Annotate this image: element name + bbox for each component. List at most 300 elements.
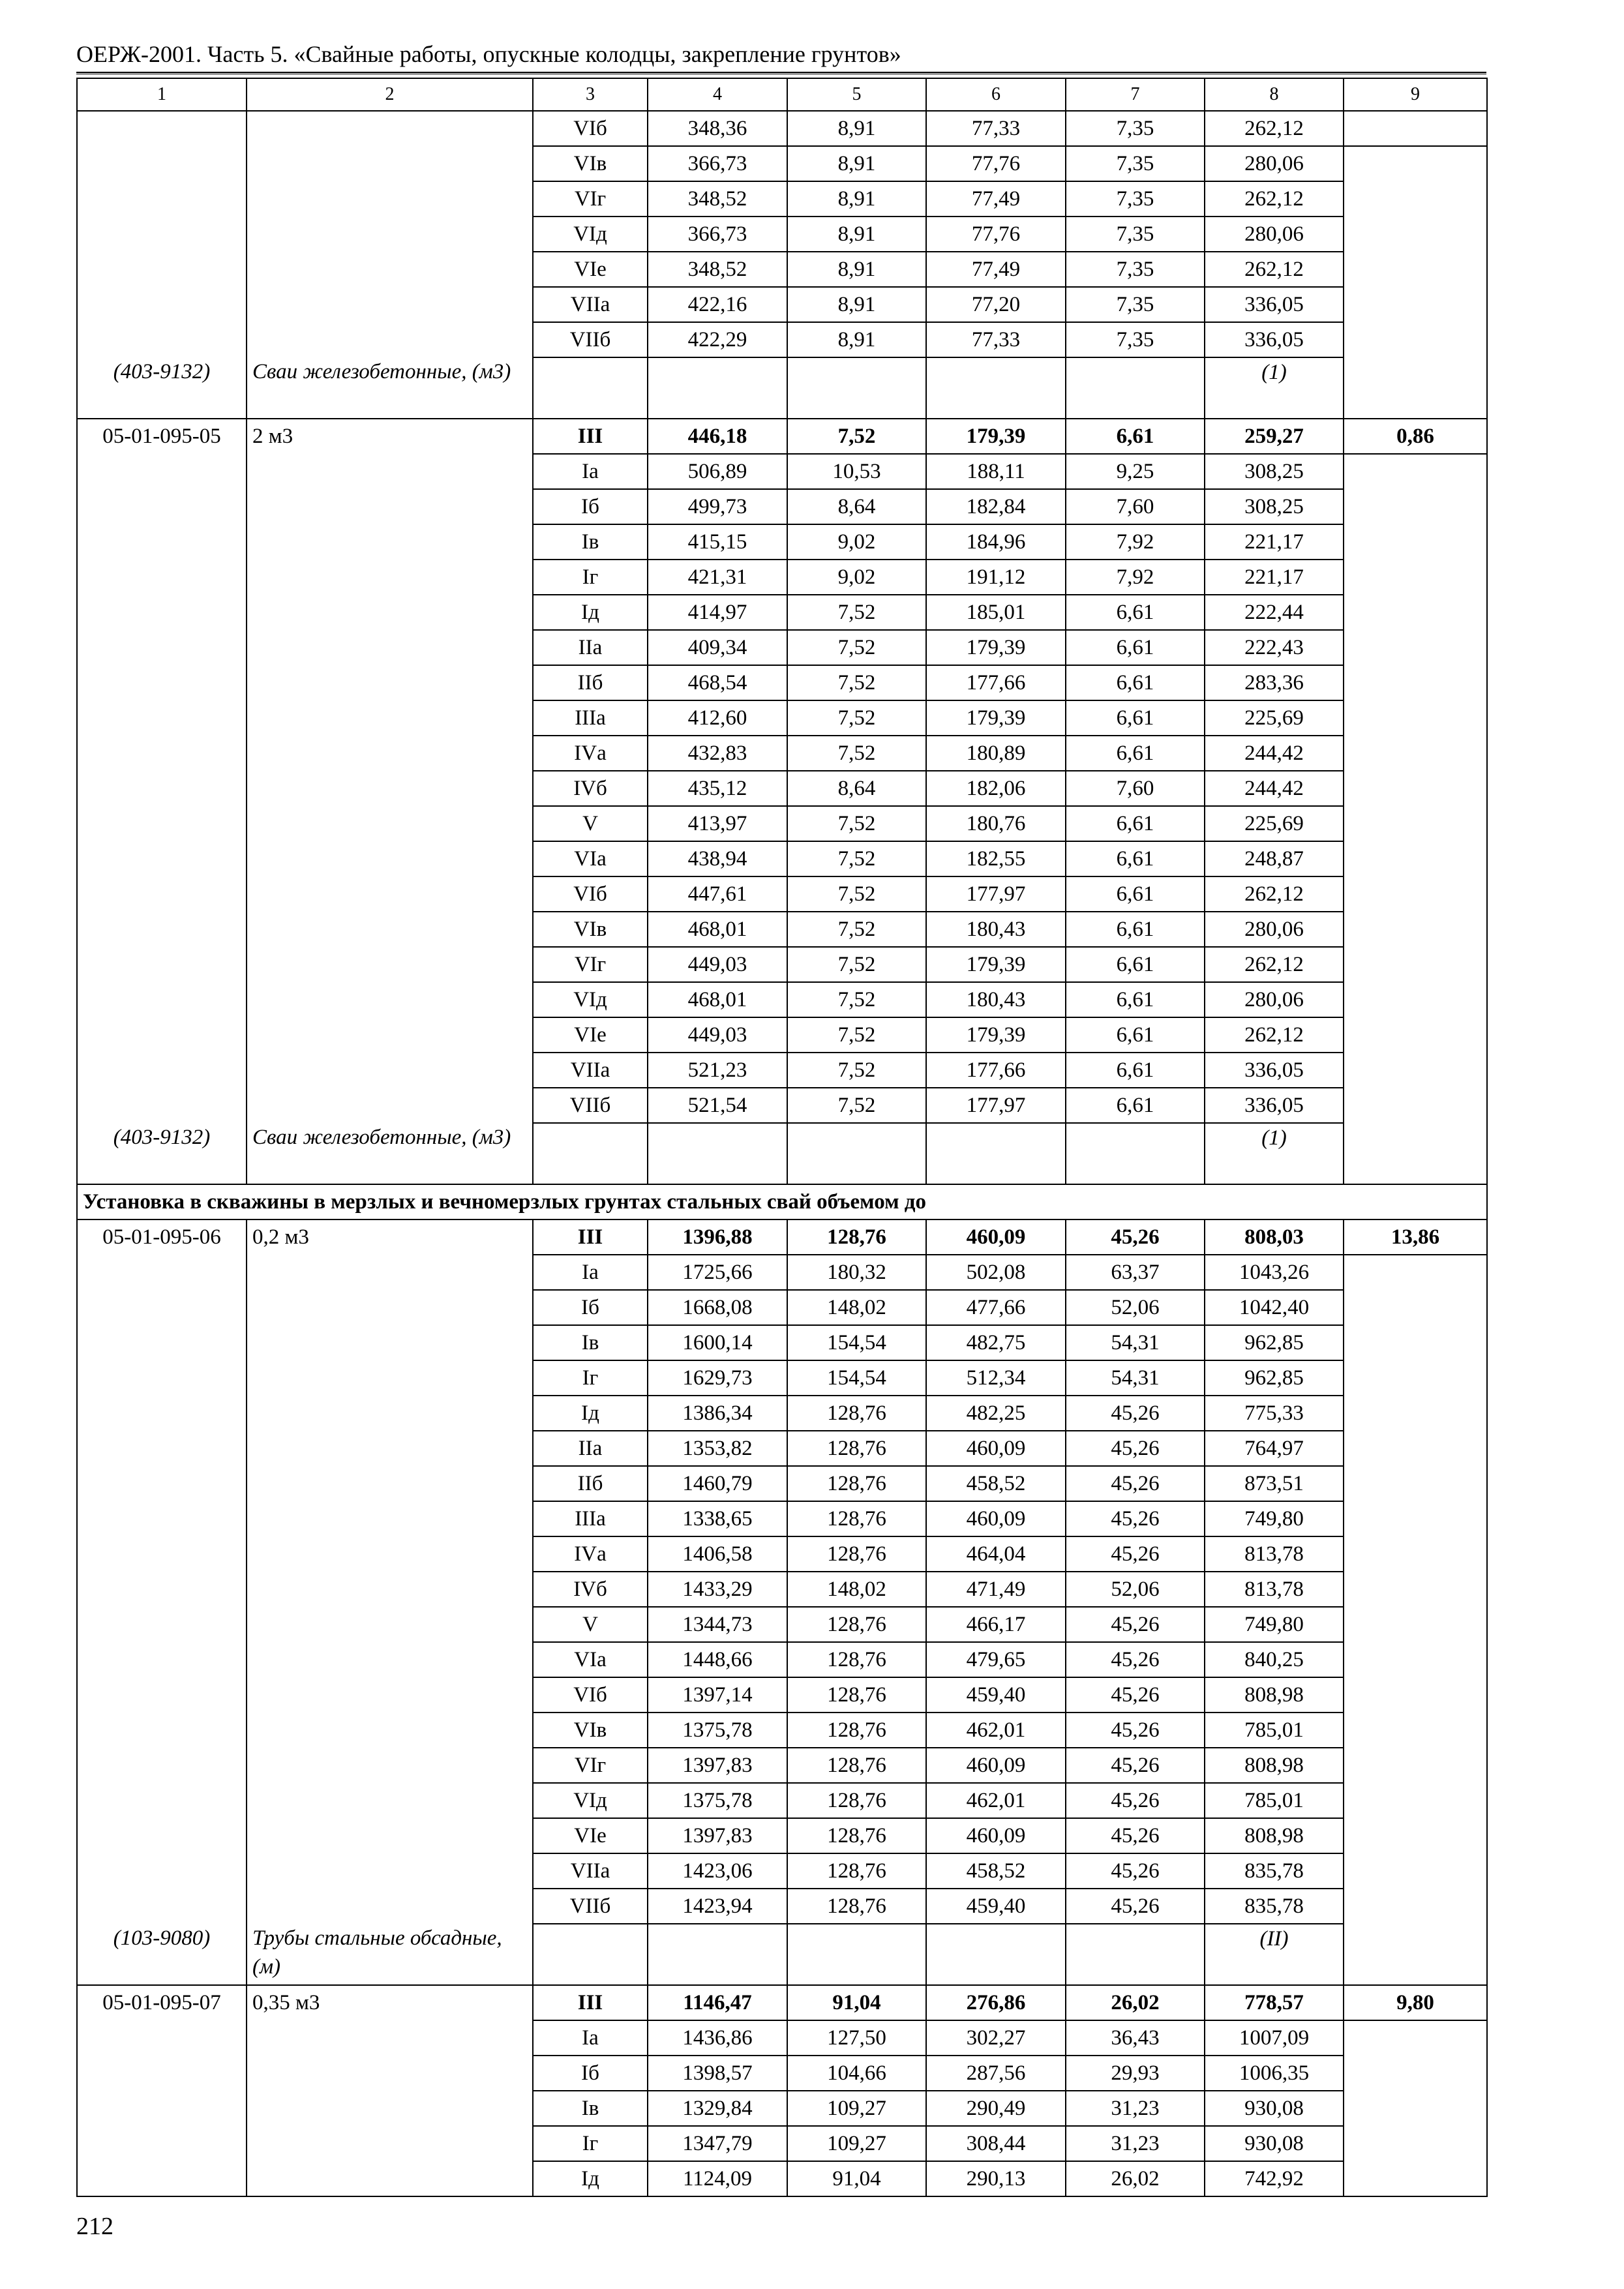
rate-code-cell bbox=[77, 736, 247, 771]
rate-code-cell bbox=[77, 1053, 247, 1088]
materials-cost: 1043,26 bbox=[1205, 1255, 1344, 1290]
table-row bbox=[77, 1017, 1487, 1053]
machine-cost: 184,96 bbox=[926, 524, 1066, 560]
labor-hours bbox=[1344, 1889, 1487, 1924]
labor-wages: 7,52 bbox=[787, 665, 926, 700]
zone-code: V bbox=[533, 806, 648, 841]
rate-name-cell bbox=[247, 1431, 533, 1466]
total-cost: 348,52 bbox=[648, 252, 787, 287]
materials-cost: 962,85 bbox=[1205, 1325, 1344, 1360]
rate-name-cell bbox=[247, 181, 533, 217]
labor-wages: 128,76 bbox=[787, 1889, 926, 1924]
labor-wages: 7,52 bbox=[787, 736, 926, 771]
total-cost: 409,34 bbox=[648, 630, 787, 665]
labor-wages: 154,54 bbox=[787, 1360, 926, 1396]
table-row bbox=[77, 1748, 1487, 1783]
machinist-wages: 26,02 bbox=[1066, 2161, 1205, 2196]
rate-code-cell bbox=[77, 700, 247, 736]
materials-cost: 280,06 bbox=[1205, 912, 1344, 947]
total-cost: 348,52 bbox=[648, 181, 787, 217]
machinist-wages: 6,61 bbox=[1066, 595, 1205, 630]
table-row bbox=[77, 1607, 1487, 1642]
empty-cell bbox=[926, 1924, 1066, 1985]
machine-cost: 77,49 bbox=[926, 252, 1066, 287]
labor-wages: 8,91 bbox=[787, 146, 926, 181]
rate-code-cell bbox=[77, 1818, 247, 1853]
materials-cost: 808,98 bbox=[1205, 1748, 1344, 1783]
rate-code: 05-01-095-06 bbox=[77, 1219, 247, 1255]
rate-code-cell bbox=[77, 560, 247, 595]
table-row bbox=[77, 2091, 1487, 2126]
empty-cell bbox=[787, 1123, 926, 1184]
labor-wages: 8,64 bbox=[787, 771, 926, 806]
table-row bbox=[77, 1255, 1487, 1290]
materials-cost: 813,78 bbox=[1205, 1572, 1344, 1607]
labor-wages: 109,27 bbox=[787, 2091, 926, 2126]
machinist-wages: 7,35 bbox=[1066, 217, 1205, 252]
rate-code-cell bbox=[77, 217, 247, 252]
total-cost: 449,03 bbox=[648, 947, 787, 982]
rate-name-cell bbox=[247, 1255, 533, 1290]
machine-cost: 459,40 bbox=[926, 1889, 1066, 1924]
total-cost: 1338,65 bbox=[648, 1501, 787, 1536]
labor-hours bbox=[1344, 982, 1487, 1017]
zone-code: VIе bbox=[533, 252, 648, 287]
zone-code: VIв bbox=[533, 1713, 648, 1748]
machine-cost: 302,27 bbox=[926, 2020, 1066, 2056]
machinist-wages: 7,35 bbox=[1066, 111, 1205, 146]
material-name: Сваи железобетонные, (м3) bbox=[247, 1123, 533, 1184]
machinist-wages: 6,61 bbox=[1066, 736, 1205, 771]
rate-code-cell bbox=[77, 1642, 247, 1677]
table-row bbox=[77, 1853, 1487, 1889]
rate-name-cell bbox=[247, 217, 533, 252]
labor-wages: 8,64 bbox=[787, 489, 926, 524]
labor-hours bbox=[1344, 1677, 1487, 1713]
labor-wages: 128,76 bbox=[787, 1818, 926, 1853]
labor-hours bbox=[1344, 806, 1487, 841]
machinist-wages: 6,61 bbox=[1066, 1053, 1205, 1088]
material-name: Сваи железобетонные, (м3) bbox=[247, 357, 533, 419]
materials-cost: 785,01 bbox=[1205, 1713, 1344, 1748]
table-row bbox=[77, 287, 1487, 322]
rate-code-cell bbox=[77, 1088, 247, 1123]
machine-cost: 180,76 bbox=[926, 806, 1066, 841]
rate-code-cell bbox=[77, 1572, 247, 1607]
rate-code-cell bbox=[77, 771, 247, 806]
labor-hours bbox=[1344, 1290, 1487, 1325]
zone-code: VIг bbox=[533, 947, 648, 982]
table-row bbox=[77, 876, 1487, 912]
rate-name-cell bbox=[247, 1290, 533, 1325]
empty-cell bbox=[1344, 357, 1487, 419]
rate-name-cell bbox=[247, 322, 533, 357]
section-title-row bbox=[77, 1184, 1487, 1219]
table-row bbox=[77, 1642, 1487, 1677]
machinist-wages: 31,23 bbox=[1066, 2091, 1205, 2126]
zone-code: IVа bbox=[533, 1536, 648, 1572]
rate-code-cell bbox=[77, 806, 247, 841]
machine-cost: 502,08 bbox=[926, 1255, 1066, 1290]
machine-cost: 182,06 bbox=[926, 771, 1066, 806]
table-row bbox=[77, 1290, 1487, 1325]
total-cost: 1397,83 bbox=[648, 1748, 787, 1783]
machine-cost: 180,89 bbox=[926, 736, 1066, 771]
empty-cell bbox=[926, 1123, 1066, 1184]
machine-cost: 460,09 bbox=[926, 1748, 1066, 1783]
table-row bbox=[77, 252, 1487, 287]
machine-cost: 179,39 bbox=[926, 947, 1066, 982]
table-row bbox=[77, 1818, 1487, 1853]
machinist-wages: 45,26 bbox=[1066, 1607, 1205, 1642]
rate-name-cell bbox=[247, 1642, 533, 1677]
machine-cost: 464,04 bbox=[926, 1536, 1066, 1572]
table-row bbox=[77, 1889, 1487, 1924]
materials-cost: 221,17 bbox=[1205, 560, 1344, 595]
total-cost: 1375,78 bbox=[648, 1783, 787, 1818]
zone-code: Iа bbox=[533, 454, 648, 489]
labor-wages: 7,52 bbox=[787, 419, 926, 454]
zone-code: Iв bbox=[533, 2091, 648, 2126]
rate-code-cell bbox=[77, 1431, 247, 1466]
machine-cost: 290,13 bbox=[926, 2161, 1066, 2196]
labor-hours bbox=[1344, 1053, 1487, 1088]
total-cost: 432,83 bbox=[648, 736, 787, 771]
table-row bbox=[77, 982, 1487, 1017]
rate-code-cell bbox=[77, 841, 247, 876]
total-cost: 447,61 bbox=[648, 876, 787, 912]
rate-name-cell bbox=[247, 1607, 533, 1642]
total-cost: 506,89 bbox=[648, 454, 787, 489]
rate-code-cell bbox=[77, 1325, 247, 1360]
total-cost: 446,18 bbox=[648, 419, 787, 454]
rate-name-cell bbox=[247, 2020, 533, 2056]
total-cost: 435,12 bbox=[648, 771, 787, 806]
machine-cost: 482,75 bbox=[926, 1325, 1066, 1360]
labor-hours bbox=[1344, 630, 1487, 665]
total-cost: 421,31 bbox=[648, 560, 787, 595]
labor-hours bbox=[1344, 1818, 1487, 1853]
machine-cost: 180,43 bbox=[926, 912, 1066, 947]
machinist-wages: 31,23 bbox=[1066, 2126, 1205, 2161]
materials-cost: 308,25 bbox=[1205, 454, 1344, 489]
machine-cost: 290,49 bbox=[926, 2091, 1066, 2126]
rate-name-cell bbox=[247, 1889, 533, 1924]
zone-code: VIIа bbox=[533, 1853, 648, 1889]
labor-wages: 128,76 bbox=[787, 1219, 926, 1255]
materials-cost: 336,05 bbox=[1205, 1053, 1344, 1088]
materials-cost: 222,44 bbox=[1205, 595, 1344, 630]
rate-name-cell bbox=[247, 630, 533, 665]
machine-cost: 177,97 bbox=[926, 876, 1066, 912]
labor-wages: 104,66 bbox=[787, 2056, 926, 2091]
machinist-wages: 45,26 bbox=[1066, 1501, 1205, 1536]
total-cost: 413,97 bbox=[648, 806, 787, 841]
materials-cost: 262,12 bbox=[1205, 947, 1344, 982]
total-cost: 1668,08 bbox=[648, 1290, 787, 1325]
rate-name-cell bbox=[247, 489, 533, 524]
labor-hours bbox=[1344, 1713, 1487, 1748]
labor-wages: 8,91 bbox=[787, 252, 926, 287]
zone-code: Iд bbox=[533, 595, 648, 630]
machinist-wages: 45,26 bbox=[1066, 1677, 1205, 1713]
machinist-wages: 7,92 bbox=[1066, 524, 1205, 560]
table-row bbox=[77, 1677, 1487, 1713]
rate-name-cell bbox=[247, 1748, 533, 1783]
labor-hours bbox=[1344, 2056, 1487, 2091]
labor-wages: 128,76 bbox=[787, 1607, 926, 1642]
zone-code: VIIа bbox=[533, 1053, 648, 1088]
zone-code: Iв bbox=[533, 1325, 648, 1360]
labor-hours bbox=[1344, 1017, 1487, 1053]
rate-code-cell bbox=[77, 2056, 247, 2091]
table-row bbox=[77, 2056, 1487, 2091]
rate-name-cell bbox=[247, 841, 533, 876]
total-cost: 1433,29 bbox=[648, 1572, 787, 1607]
machinist-wages: 7,35 bbox=[1066, 252, 1205, 287]
labor-hours bbox=[1344, 1748, 1487, 1783]
rate-code-cell bbox=[77, 665, 247, 700]
labor-wages: 7,52 bbox=[787, 876, 926, 912]
materials-cost: 244,42 bbox=[1205, 771, 1344, 806]
rate-name-cell bbox=[247, 1713, 533, 1748]
rate-name-cell bbox=[247, 1360, 533, 1396]
machine-cost: 182,84 bbox=[926, 489, 1066, 524]
rate-name-cell bbox=[247, 1325, 533, 1360]
column-number: 8 bbox=[1205, 78, 1344, 111]
machinist-wages: 7,60 bbox=[1066, 771, 1205, 806]
labor-hours bbox=[1344, 595, 1487, 630]
rate-name-cell bbox=[247, 876, 533, 912]
table-row bbox=[77, 1536, 1487, 1572]
machine-cost: 460,09 bbox=[926, 1431, 1066, 1466]
zone-code: VIе bbox=[533, 1017, 648, 1053]
machine-cost: 180,43 bbox=[926, 982, 1066, 1017]
machinist-wages: 45,26 bbox=[1066, 1748, 1205, 1783]
labor-hours bbox=[1344, 1536, 1487, 1572]
rate-code-cell bbox=[77, 1396, 247, 1431]
total-cost: 1124,09 bbox=[648, 2161, 787, 2196]
materials-cost: 1007,09 bbox=[1205, 2020, 1344, 2056]
machinist-wages: 9,25 bbox=[1066, 454, 1205, 489]
rate-code-cell bbox=[77, 1360, 247, 1396]
machine-cost: 458,52 bbox=[926, 1853, 1066, 1889]
rate-code-cell bbox=[77, 1607, 247, 1642]
total-cost: 415,15 bbox=[648, 524, 787, 560]
labor-wages: 8,91 bbox=[787, 181, 926, 217]
labor-hours: 13,86 bbox=[1344, 1219, 1487, 1255]
labor-wages: 128,76 bbox=[787, 1713, 926, 1748]
materials-cost: 262,12 bbox=[1205, 111, 1344, 146]
labor-hours bbox=[1344, 146, 1487, 181]
machine-cost: 479,65 bbox=[926, 1642, 1066, 1677]
machinist-wages: 52,06 bbox=[1066, 1290, 1205, 1325]
labor-hours bbox=[1344, 454, 1487, 489]
machine-cost: 462,01 bbox=[926, 1783, 1066, 1818]
machinist-wages: 45,26 bbox=[1066, 1853, 1205, 1889]
rate-code-cell bbox=[77, 982, 247, 1017]
zone-code: VIг bbox=[533, 1748, 648, 1783]
total-cost: 1344,73 bbox=[648, 1607, 787, 1642]
resource-group: (II) bbox=[1205, 1924, 1344, 1985]
labor-wages: 127,50 bbox=[787, 2020, 926, 2056]
rate-code-cell bbox=[77, 1290, 247, 1325]
table-row bbox=[77, 111, 1487, 146]
table-row bbox=[77, 595, 1487, 630]
total-cost: 1329,84 bbox=[648, 2091, 787, 2126]
resource-group: (1) bbox=[1205, 357, 1344, 419]
machine-cost: 179,39 bbox=[926, 630, 1066, 665]
rate-name-cell bbox=[247, 947, 533, 982]
machinist-wages: 45,26 bbox=[1066, 1713, 1205, 1748]
machine-cost: 182,55 bbox=[926, 841, 1066, 876]
rate-name-cell bbox=[247, 1466, 533, 1501]
rate-code-cell bbox=[77, 630, 247, 665]
total-cost: 422,29 bbox=[648, 322, 787, 357]
rate-code-cell bbox=[77, 1889, 247, 1924]
rate-name-cell bbox=[247, 700, 533, 736]
column-number: 7 bbox=[1066, 78, 1205, 111]
rate-code-cell bbox=[77, 1501, 247, 1536]
empty-cell bbox=[926, 357, 1066, 419]
labor-hours bbox=[1344, 111, 1487, 146]
materials-cost: 280,06 bbox=[1205, 982, 1344, 1017]
materials-cost: 336,05 bbox=[1205, 287, 1344, 322]
labor-hours: 9,80 bbox=[1344, 1985, 1487, 2020]
zone-code: VIIб bbox=[533, 1088, 648, 1123]
machinist-wages: 45,26 bbox=[1066, 1536, 1205, 1572]
machinist-wages: 45,26 bbox=[1066, 1219, 1205, 1255]
machinist-wages: 45,26 bbox=[1066, 1818, 1205, 1853]
materials-cost: 336,05 bbox=[1205, 1088, 1344, 1123]
machine-cost: 460,09 bbox=[926, 1501, 1066, 1536]
rate-name-cell bbox=[247, 454, 533, 489]
labor-hours bbox=[1344, 181, 1487, 217]
materials-cost: 930,08 bbox=[1205, 2126, 1344, 2161]
machine-cost: 482,25 bbox=[926, 1396, 1066, 1431]
zone-code: VIд bbox=[533, 1783, 648, 1818]
labor-hours: 0,86 bbox=[1344, 419, 1487, 454]
labor-hours bbox=[1344, 1466, 1487, 1501]
table-row bbox=[77, 217, 1487, 252]
machinist-wages: 7,35 bbox=[1066, 181, 1205, 217]
total-cost: 1397,14 bbox=[648, 1677, 787, 1713]
zone-code: III bbox=[533, 1219, 648, 1255]
machinist-wages: 63,37 bbox=[1066, 1255, 1205, 1290]
zone-code: IIа bbox=[533, 630, 648, 665]
rate-code-cell bbox=[77, 1536, 247, 1572]
total-cost: 1448,66 bbox=[648, 1642, 787, 1677]
zone-code: VIг bbox=[533, 181, 648, 217]
labor-hours bbox=[1344, 287, 1487, 322]
machinist-wages: 6,61 bbox=[1066, 665, 1205, 700]
labor-wages: 7,52 bbox=[787, 1088, 926, 1123]
zone-code: VIд bbox=[533, 982, 648, 1017]
rate-name-cell bbox=[247, 1501, 533, 1536]
zone-code: VIд bbox=[533, 217, 648, 252]
total-cost: 438,94 bbox=[648, 841, 787, 876]
zone-code: Iб bbox=[533, 2056, 648, 2091]
rate-name-cell bbox=[247, 912, 533, 947]
total-cost: 1347,79 bbox=[648, 2126, 787, 2161]
zone-code: IVб bbox=[533, 1572, 648, 1607]
zone-code: IIб bbox=[533, 665, 648, 700]
labor-hours bbox=[1344, 1642, 1487, 1677]
rate-name-cell bbox=[247, 665, 533, 700]
labor-hours bbox=[1344, 2020, 1487, 2056]
zone-code: Iг bbox=[533, 560, 648, 595]
materials-cost: 1006,35 bbox=[1205, 2056, 1344, 2091]
column-number: 6 bbox=[926, 78, 1066, 111]
labor-hours bbox=[1344, 2126, 1487, 2161]
labor-wages: 128,76 bbox=[787, 1396, 926, 1431]
total-cost: 1436,86 bbox=[648, 2020, 787, 2056]
machinist-wages: 29,93 bbox=[1066, 2056, 1205, 2091]
rate-name: 0,35 м3 bbox=[247, 1985, 533, 2020]
labor-hours bbox=[1344, 1255, 1487, 1290]
machinist-wages: 54,31 bbox=[1066, 1360, 1205, 1396]
labor-hours bbox=[1344, 1325, 1487, 1360]
rate-code-cell bbox=[77, 876, 247, 912]
rate-name-cell bbox=[247, 560, 533, 595]
labor-hours bbox=[1344, 524, 1487, 560]
rate-code-cell bbox=[77, 489, 247, 524]
labor-hours bbox=[1344, 1783, 1487, 1818]
rate-code-cell bbox=[77, 524, 247, 560]
zone-code: VIб bbox=[533, 876, 648, 912]
rate-code-cell bbox=[77, 2161, 247, 2196]
machinist-wages: 26,02 bbox=[1066, 1985, 1205, 2020]
table-row bbox=[77, 454, 1487, 489]
materials-cost: 283,36 bbox=[1205, 665, 1344, 700]
material-code: (403-9132) bbox=[77, 357, 247, 419]
machine-cost: 462,01 bbox=[926, 1713, 1066, 1748]
total-cost: 1423,94 bbox=[648, 1889, 787, 1924]
zone-code: Iб bbox=[533, 489, 648, 524]
labor-wages: 148,02 bbox=[787, 1290, 926, 1325]
rates-table-body bbox=[77, 78, 1487, 2196]
labor-hours bbox=[1344, 489, 1487, 524]
rate-name-cell bbox=[247, 1853, 533, 1889]
labor-wages: 91,04 bbox=[787, 2161, 926, 2196]
materials-cost: 775,33 bbox=[1205, 1396, 1344, 1431]
empty-cell bbox=[533, 1924, 648, 1985]
rate-code-cell bbox=[77, 287, 247, 322]
table-row bbox=[77, 736, 1487, 771]
page-number: 212 bbox=[76, 2213, 113, 2240]
labor-wages: 8,91 bbox=[787, 287, 926, 322]
materials-cost: 336,05 bbox=[1205, 322, 1344, 357]
zone-code: VIб bbox=[533, 1677, 648, 1713]
rate-name-cell bbox=[247, 1818, 533, 1853]
machinist-wages: 45,26 bbox=[1066, 1642, 1205, 1677]
labor-hours bbox=[1344, 1853, 1487, 1889]
materials-cost: 262,12 bbox=[1205, 252, 1344, 287]
table-row bbox=[77, 912, 1487, 947]
labor-hours bbox=[1344, 947, 1487, 982]
rate-code: 05-01-095-07 bbox=[77, 1985, 247, 2020]
table-row bbox=[77, 1501, 1487, 1536]
section-title: Установка в скважины в мерзлых и вечномерзлых грунтах стальных свай объемом до bbox=[77, 1184, 1487, 1219]
machinist-wages: 45,26 bbox=[1066, 1783, 1205, 1818]
empty-cell bbox=[1066, 357, 1205, 419]
labor-wages: 7,52 bbox=[787, 947, 926, 982]
table-row bbox=[77, 1219, 1487, 1255]
rate-code-cell bbox=[77, 146, 247, 181]
table-row bbox=[77, 181, 1487, 217]
machinist-wages: 7,35 bbox=[1066, 287, 1205, 322]
table-row bbox=[77, 489, 1487, 524]
